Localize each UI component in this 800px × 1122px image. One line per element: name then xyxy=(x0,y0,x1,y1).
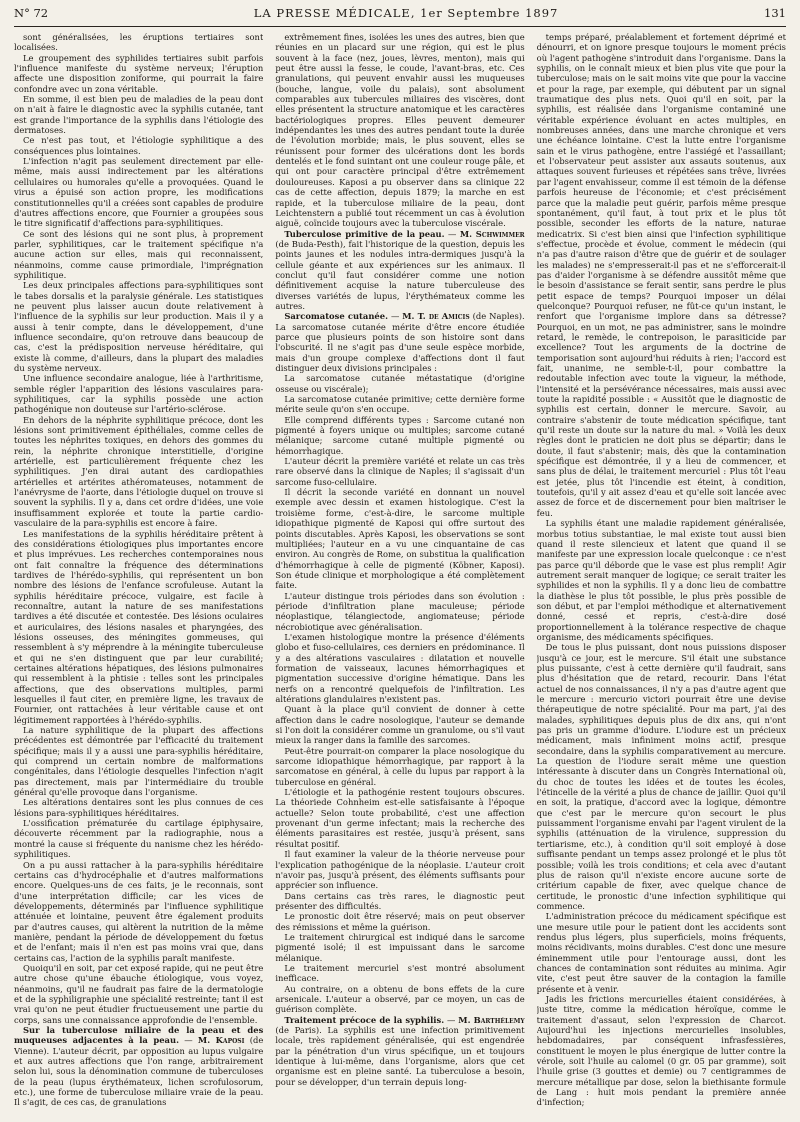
page-header xyxy=(14,6,786,24)
paragraph xyxy=(275,891,524,912)
paragraph-text: L'infection n'agit pas seulement directement par elle-même, mais aussi indirectement par les altérations cellulaires ou humorales qu'elle a provoquées. Quand le virus a épuisé son action propre, les modifications constitutionnelles qu'il a créées sont capables de produire d'autres affections encore, que Fournier a groupées sous le titre significatif d'affections para-syphilitiques. xyxy=(14,156,264,229)
paragraph-text: Jadis les frictions mercurielles étaient considérées, à juste titre, comme la médication héroïque, comme le traitement d'assaut, selon l'expression de Charcot. Aujourd'hui les injections mercurielles insolubles, hebdomadaires, par conséquent infrasfessières, constituent le moyen le plus énergique de lutter contre la vérole, soit l'huile au calomel (0 gr. 05 par gramme), soit l'huile grise (3 gouttes et demie) ou 7 centigrammes de mercure métallique par dose, selon la biethisante formule de Lang : huit mois pendant la première année d'infection; xyxy=(536,993,786,1108)
paragraph xyxy=(14,373,263,414)
article-columns xyxy=(14,32,786,1114)
paragraph xyxy=(14,280,263,373)
paragraph-text: Ce n'est pas tout, et l'étiologie syphilitique a des conséquences plus lointaines. xyxy=(14,135,264,156)
section-author: M. T. de Amicis xyxy=(402,311,470,322)
paragraph-text: L'examen histologique montre la présence d'éléments globo et fuso-cellulaires, ces derniers en prédominance. Il y a des altérations vasculaires : dilatation et nouvelle formation de vaisseaux, lacunes hémorrhagiques et pigmentation successive d'origine hématique. Dans les nerfs on a rencontré quelquefois de l'infiltration. Les altérations glandulaires n'existent pas. xyxy=(275,631,525,704)
paragraph xyxy=(275,487,524,590)
paragraph-text: La sarcomatose cutanée métastatique (d'origine osseuse ou viscérale); xyxy=(275,373,525,394)
header-rule xyxy=(14,26,786,27)
paragraph-text: temps préparé, préalablement et fortement déprimé et dénourri, et on ignore presque toujours le moment précis où l'agent pathogène s'introduit dans l'organisme. Dans la syphilis, on le connaît mieux et bien plus vite que pour la tuberculose; mais on le sait moins vite que pour la vaccine et pour la rage, par exemple, qui débutent par un signal traumatique des plus nets. Quoi qu'il en soit, par la syphilis, est réalisée dans l'organisme contaminé une véritable expérience évoluant en actes multiples, en nombreuses années, dans une marche chronique et vers une échéance lointaine. C'est la lutte entre l'organisme sain et le virus pathogène, entre l'assiégé et l'assaillant; et l'observateur peut assister aux assauts soutenus, aux attaques souvent furieuses et répétées sans trêve, livrées par l'agent envahisseur, comme il est témoin de la défense parfois heureuse de l'économie; et c'est précisément parce que la maladie peut guérir, parfois même presque spontanément, qu'il faut, à tout prix et le plus tôt possible, seconder les efforts de la nature, naturae medicatrix. Si c'est bien ainsi que l'infection syphilitique s'effectue, procède et évolue, comment le médecin (qui n'a pas d'autre raison d'être que de guérir et de soulager les malades) ne s'empresserait-il pas et ne s'efforcerait-il pas d'aider l'organisme à se défendre aussitôt même que le besoin d'assistance se ferait sentir, sans perdre le plus petit espace de temps? Pourquoi imposer un délai quelconque? Pourquoi refuser, ne fût-ce qu'un instant, le renfort que l'organisme implore dans sa détresse? Pourquoi, en un mot, ne pas administrer, sans le moindre retard, le remède, le contrepoison, le parasiticide par excellence? Tout les arguments de la doctrine de temporisation sont aujourd'hui réduits à rien; l'accord est fait, unanime, ne semble-t-il, pour combattre la redoutable infection avec toute la vigueur, la méthode, l'intensité et la persévérance nécessaires, mais aussi avec toute la rapidité possible : « Aussitôt que le diagnostic de syphilis est certain, donner le mercure. Savoir, au contraire s'abstenir de toute médication spécifique, tant qu'il reste un doute sur la nature du mal. » Voilà les deux règles dont le praticien ne doit plus se départir; dans le doute, il faut s'abstenir; mais, dès que la contamination spécifique est démontrée, il y a lieu de commencer, et sans plus de délai, le traitement mercuriel : Plus tôt l'eau est jetée, plus tôt l'incendie est éteint, à condition, toutefois, qu'il y ait assez d'eau et qu'elle soit lancée avec assez de force et de discernement pour bien maîtriser le feu. xyxy=(536,32,786,518)
paragraph xyxy=(275,984,524,1015)
paragraph xyxy=(14,53,263,94)
paragraph-text: (de Paris). La syphilis est une infection primitivement locale, très rapidement généralisée, qui est engendrée par la pénétration d'un virus spécifique, un et toujours identique à lui-même, dans l'organisme, alors que cet organisme est en pleine santé. La tuberculose a besoin, pour se développer, d'un terrain depuis long- xyxy=(275,1025,525,1087)
paragraph-text: Le traitement chirurgical est indiqué dans le sarcome pigmenté isolé; il est impuissant dans le sarcome mélanique. xyxy=(275,931,525,963)
paragraph-text: Au contraire, on a obtenu de bons effets de la cure arsenicale. L'auteur a observé, par ce moyen, un cas de guérison complète. xyxy=(275,983,525,1015)
paragraph xyxy=(14,415,263,529)
paragraph xyxy=(275,591,524,632)
paragraph: Sur la tuberculose miliaire de la peau et des muqueuses adjacentes à la peau. — M. Kaposi (de Vienne). L'auteur décrit, par opposition au lupus vulgaire et aux autres affections que l'on range, arbitrairement selon lui, sous la dénomination commune de tuberculoses de la peau (lupus érythémateux, lichen scrofulosorum, etc.), une forme de tuberculose miliaire vraie de la peau. Il s'agit, de ces cas, de granulations xyxy=(14,1025,264,1108)
paragraph-text: Il faut examiner la valeur de la théorie nerveuse pour l'explication pathogénique de la néoplasie. L'auteur croit n'avoir pas, jusqu'à présent, des éléments suffisants pour apprécier son influence. xyxy=(275,849,525,891)
paragraph-text: (de Naples). La sarcomatose cutanée mérite d'être encore étudiée parce que plusieurs points de son histoire sont dans l'obscurité. Il ne s'agit pas d'une seule espèce morbide, mais d'un groupe complexe d'affections dont il faut distinguer deux divisions principales : xyxy=(275,311,525,373)
paragraph xyxy=(537,642,786,911)
paragraph xyxy=(14,135,263,156)
publication-title: LA PRESSE MÉDICALE, 1er Septembre 1897 xyxy=(253,6,559,20)
paragraph xyxy=(14,818,263,859)
paragraph-text: En dehors de la néphrite syphilitique précoce, dont les lésions sont primitivement épithéliales, comme celles de toutes les néphrites toxiques, en dehors des gommes du rein, la néphrite chronique interstitielle, d'origine artérielle, est particulièrement fréquente chez les syphilitiques. J'en dirai autant des cardiopathies artérielles et artérites athéromateuses, notamment de l'anévrysme de l'aorte, dans l'étiologie duquel on trouve si souvent la syphilis. Il y a, dans cet ordre d'idées, une voie insuffisamment explorée et toute la partie cardio-vasculaire de la para-syphilis est encore à faire. xyxy=(14,414,264,529)
paragraph-text: Il décrit la seconde variété en donnant un nouvel exemple avec dessin et examen histologique. C'est la troisième forme, c'est-à-dire, le sarcome multiple idiopathique pigmenté de Kaposi qui offre surtout des points discutables. Après Kaposi, les observations se sont multipliées; l'auteur en a vu une cinquantaine de cas environ. Au congrès de Rome, on substitua la qualification d'hémorrhagique à celle de pigmenté (Köbner, Kaposi). Son étude clinique et morphologique a été complètement faite. xyxy=(275,487,525,591)
paragraph-text: (de Buda-Pesth), fait l'historique de la question, depuis les points jaunes et les nodules intra-dermiques jusqu'à la cellule géante et aux expériences sur les animaux. Il conclut qu'il faut considérer comme une notion définitivement acquise la nature tuberculeuse des diverses variétés de lupus, l'érythémateux comme les autres. xyxy=(275,238,525,311)
paragraph xyxy=(14,32,263,53)
column-3 xyxy=(537,32,786,1114)
paragraph-text: Quoiqu'il en soit, par cet exposé rapide, qui ne peut être autre chose qu'une ébauche étiologique, vous voyez, néanmoins, qu'il ne faudrait pas faire de la dermatologie et de la syphiligraphie une spécialité restreinte; tant il est vrai qu'on ne peut étudier fructueusement une partie du corps, sans une connaissance approfondie de l'ensemble. xyxy=(14,962,264,1025)
paragraph-text: Elle comprend différents types : Sarcome cutané non pigmenté à foyers unique ou multiples; sarcome cutané mélanique; sarcome cutané multiple pigmenté ou hémorrhagique. xyxy=(275,414,525,456)
paragraph: Traitement précoce de la syphilis. — M. Barthélemy (de Paris). La syphilis est une infection primitivement locale, très rapidement généralisée, qui est engendrée par la pénétration d'un virus spécifique, un et toujours identique à lui-même, dans l'organisme, alors que cet organisme est en pleine santé. La tuberculose a besoin, pour se développer, d'un terrain depuis long- xyxy=(275,1014,525,1087)
paragraph xyxy=(537,911,786,994)
paragraph xyxy=(275,932,524,963)
paragraph-text: L'auteur distingue trois périodes dans son évolution : période d'infiltration plane maculeuse; période néoplastique, télangiectode, angiomateuse; période nécrobiotique avec généralisation. xyxy=(275,590,525,632)
paragraph-text: Peut-être pourrait-on comparer la place nosologique du sarcome idiopathique hémorrhagique, par rapport à la sarcomatose en général, à celle du lupus par rapport à la tuberculose en général. xyxy=(275,745,525,787)
paragraph-text: Les manifestations de la syphilis héréditaire prêtent à des considérations étiologiques plus importantes encore et plus imprévues. Les recherches contemporaines nous ont fait connaître la fréquence des déterminations tardives de l'hérédo-syphilis, qui représentent un bon nombre des lésions de l'enfance scrofuleuse. Autant la syphilis héréditaire précoce, vulgaire, est facile à reconnaître, autant la nature de ses manifestations tardives a été discutée et contestée. Des lésions oculaires et auriculaires, des lésions nasales et pharyngées, des lésions osseuses, des méningites gommeuses, qui ressemblent à s'y méprendre à la méningite tuberculeuse et qui ne s'en distinguent que par leur curabilité; certaines altérations hépatiques, des lésions pulmonaires qui ressemblent à la phtisie : telles sont les principales affections, que des observations multiples, parmi lesquelles il faut citer, en première ligne, les travaux de Fournier, ont rattachées à leur véritable cause et ont légitimement rapportées à l'hérédo-syphilis. xyxy=(14,528,264,725)
paragraph xyxy=(537,994,786,1108)
section-title: Traitement précoce de la syphilis. xyxy=(284,1014,445,1025)
section-title: Sarcomatose cutanée. xyxy=(284,311,389,322)
paragraph-text: extrêmement fines, isolées les unes des autres, bien que réunies en un placard sur une région, qui est le plus souvent à la face (nez, joues, lèvres, menton), mais qui peut être aussi la fesse, le coude, l'avant-bras, etc. Ces granulations, qui peuvent envahir aussi les muqueuses (bouche, langue, voile du palais), sont absolument comparables aux tubercules miliaires des viscères, dont elles présentent la structure anatomique et les caractères bactériologiques propres. Elles peuvent demeurer indépendantes les unes des autres pendant toute la durée de l'évolution morbide; mais, le plus souvent, elles se réunissent pour former des ulcérations dont les bords dentelés et le fond suintant ont une couleur rouge pâle, et qui ont pour caractère principal d'être extrêmement douloureuses. Kaposi a pu observer dans sa clinique 22 cas de cette affection, depuis 1879; la marche en est rapide, et la tuberculose miliaire de la peau, dont Leichtenstern a publié tout récemment un cas à évolution aiguë, coïncide toujours avec la tuberculose viscérale. xyxy=(275,32,525,229)
paragraph xyxy=(14,529,263,726)
paragraph xyxy=(275,394,524,415)
column-2 xyxy=(275,32,524,1114)
paragraph-text: Le groupement des syphilides tertiaires subit parfois l'influence manifeste du système nerveux; l'éruption affecte une disposition zoniforme, qui pourrait la faire confondre avec un zona véritable. xyxy=(14,52,264,94)
paragraph-text: Une influence secondaire analogue, liée à l'arthritisme, semble régler l'apparition des lésions vasculaires para-syphilitiques, car la syphilis possède une action pathogénique non douteuse sur l'artério-sclérose. xyxy=(14,373,264,415)
paragraph xyxy=(275,746,524,787)
paragraph xyxy=(275,632,524,704)
paragraph-text: L'étiologie et la pathogénie restent toujours obscures. La théoriede Cohnheim est-elle satisfaisante à l'époque actuelle? Selon toute probabilité, c'est une affection provenant d'un germe infectant; mais la recherche des éléments parasitaires est restée, jusqu'à présent, sans résultat positif. xyxy=(275,787,525,849)
section-title: Tuberculose primitive de la peau. xyxy=(284,228,445,239)
paragraph-text: L'administration précoce du médicament spécifique est une mesure utile pour le patient dont les accidents sont rendus plus légers, plus superficiels, moins fréquents, moins récidivants, moins durables. C'est donc une mesure éminemment utile pour l'entourage aussi, dont les chances de contamination sont réduites au minima. Agir vite, c'est peut être sauver de la contagion la famille présente et à venir. xyxy=(536,911,786,994)
paragraph: Sarcomatose cutanée. — M. T. de Amicis (de Naples). La sarcomatose cutanée mérite d'être encore étudiée parce que plusieurs points de son histoire sont dans l'obscurité. Il ne s'agit pas d'une seule espèce morbide, mais d'un groupe complexe d'affections dont il faut distinguer deux divisions principales : xyxy=(275,311,525,373)
paragraph-text: Les deux principales affections para-syphilitiques sont le tabes dorsalis et la paralysie générale. Les statistiques ne peuvent plus laisser aucun doute relativement à l'influence de la syphilis sur leur production. Mais il y a aussi à tenir compte, dans le développement, d'une influence secondaire, qu'on retrouve dans beaucoup de cas, c'est la prédisposition nerveuse héréditaire, qui existe là comme, d'ailleurs, dans la plupart des maladies du système nerveux. xyxy=(14,280,264,373)
paragraph-text: La sarcomatose cutanée primitive; cette dernière forme mérite seule qu'on s'en occupe. xyxy=(275,394,525,415)
section-author: M. Kaposi xyxy=(197,1035,245,1046)
paragraph xyxy=(14,860,263,963)
paragraph xyxy=(14,156,263,228)
paragraph xyxy=(275,415,524,456)
column-1 xyxy=(14,32,263,1114)
issue-number: N° 72 xyxy=(14,6,49,20)
paragraph xyxy=(14,725,263,797)
paragraph-text: Le traitement mercuriel s'est montré absolument inefficace. xyxy=(275,962,525,984)
paragraph-text: Le pronostic doit être réservé; mais on peut observer des rémissions et même la guérison. xyxy=(275,911,525,932)
paragraph-text: Dans certains cas très rares, le diagnostic peut présenter des difficultés. xyxy=(275,890,525,911)
paragraph xyxy=(275,32,524,229)
paragraph xyxy=(14,94,263,135)
paragraph-text: La nature syphilitique de la plupart des affections précédentes est démontrée par l'efficacité du traitement spécifique; mais il y a aussi une para-syphilis héréditaire, qui comprend un certain nombre de malformations congénitales, dans l'étiologie desquelles l'infection n'agit pas directement, mais par l'intermédiaire du trouble général qu'elle provoque dans l'organisme. xyxy=(14,725,264,798)
paragraph-text: L'ossification prématurée du cartilage épiphysaire, découverte récemment par la radiographie, nous a montré la cause si fréquente du nanisme chez les hérédo-syphilitiques. xyxy=(14,818,264,860)
paragraph xyxy=(275,963,524,984)
paragraph xyxy=(275,787,524,849)
paragraph-text: (de Vienne). L'auteur décrit, par opposition au lupus vulgaire et aux autres affections que l'on range, arbitrairement selon lui, sous la dénomination commune de tuberculoses de la peau (lupus érythémateux, lichen scrofulosorum, etc.), une forme de tuberculose miliaire vraie de la peau. Il s'agit, de ces cas, de granulations xyxy=(14,1035,264,1108)
paragraph xyxy=(537,518,786,642)
section-title: Sur la tuberculose miliaire de la peau et des muqueuses adjacentes à la peau. xyxy=(14,1025,264,1046)
section-author: M. Schwimmer xyxy=(459,228,525,239)
paragraph xyxy=(275,373,524,394)
paragraph-text: En somme, il est bien peu de maladies de la peau dont on n'ait à faire le diagnostic avec la syphilis cutanée, tant est grande l'importance de la syphilis dans l'étiologie des dermatoses. xyxy=(14,94,264,136)
paragraph xyxy=(275,704,524,745)
paragraph-text: La syphilis étant une maladie rapidement généralisée, morbus totius substantiae, le mal existe tout aussi bien quand il reste silencieux et latent que quand il se manifeste par une expression locale quelconque : ce n'est pas parce qu'il déborde que le vase est plus rempli! Agir autrement serait manquer de logique; ce serait traiter les syphilides et non la syphilis. Il y a donc lieu de combattre la diathèse le plus tôt possible, le plus près possible de son début, et par l'emploi méthodique et alternativement donné, cessé et repris, c'est-à-dire dosé proportionnellement à la tolérance respective de chaque organisme, des médicaments spécifiques. xyxy=(536,518,786,642)
paragraph-text: Ce sont des lésions qui ne sont plus, à proprement parler, syphilitiques, car le traitement spécifique n'a aucune action sur elles, mais qui reconnaissent, néanmoins, comme cause primordiale, l'imprégnation syphilitique. xyxy=(14,228,264,280)
paragraph-text: Les altérations dentaires sont les plus connues de ces lésions para-syphilitiques héréditaires. xyxy=(14,797,264,818)
page-number: 131 xyxy=(764,6,786,20)
paragraph xyxy=(275,456,524,487)
paragraph xyxy=(14,797,263,818)
paragraph: Tuberculose primitive de la peau. — M. Schwimmer (de Buda-Pesth), fait l'historique de la question, depuis les points jaunes et les nodules intra-dermiques jusqu'à la cellule géante et aux expériences sur les animaux. Il conclut qu'il faut considérer comme une notion définitivement acquise la nature tuberculeuse des diverses variétés de lupus, l'érythémateux comme les autres. xyxy=(275,228,525,311)
paragraph xyxy=(14,963,263,1025)
paragraph-text: Quant à la place qu'il convient de donner à cette affection dans le cadre nosologique, l'auteur se demande si l'on doit la considérer comme un granulome, ou s'il vaut mieux la ranger dans la famille des sarcomes. xyxy=(275,704,525,746)
paragraph xyxy=(275,911,524,932)
section-author: M. Barthélemy xyxy=(458,1014,525,1025)
paragraph xyxy=(14,229,263,281)
paragraph xyxy=(537,32,786,518)
paragraph-text: On a pu aussi rattacher à la para-syphilis héréditaire certains cas d'hydrocéphalie et d'autres malformations encore. Quelques-uns de ces faits, je le reconnais, sont d'une interprétation difficile; car les vices de développements, déterminés par l'influence syphilitique atténuée et lointaine, peuvent être également produits par d'autres causes, qui altèrent la nutrition de la même manière, pendant la période de développement du fœtus et de l'enfant; mais il n'en est pas moins vrai que, dans certains cas, l'action de la syphilis paraît manifeste. xyxy=(14,859,264,963)
paragraph-text: sont généralisées, les éruptions tertiaires sont localisées. xyxy=(14,32,264,53)
paragraph xyxy=(275,849,524,890)
paragraph-text: De tous le plus puissant, dont nous puissions disposer jusqu'à ce jour, est le mercure. S'il était une substance plus puissante, c'est à cette dernière qu'il faudrait, sans plus d'hésitation que de retard, recourir. Dans l'état actuel de nos connaissances, il n'y a pas d'autre agent que le mercure : mercurio victori pourrait être une devise thérapeutique de notre spécialité. Pour ma part, j'ai des malades, syphilitiques depuis plus de dix ans, qui n'ont pas pris un gramme d'iodure. L'iodure est un précieux médicament, mais infiniment moins actif, presque secondaire, dans la syphilis comparativement au mercure. La question de l'iodure serait même une question intéressante à discuter dans un Congrès International où, du choc de toutes les idées et de toutes les écoles, l'étincelle de la vérité a plus de chance de jaillir. Quoi qu'il en soit, la pratique, d'accord avec la logique, démontre que c'est par le mercure qu'on secourt le plus puissamment l'organisme envahi par l'agent virulent de la syphilis (atténuation de la virulence, suppression du tertiarisme, etc.), à condition qu'il soit employé à dose suffisante pendant un temps assez prolongé et le plus tôt possible; voilà les trois conditions; et cela avec d'autant plus de raison qu'il n'existe encore aucune sorte de critérium capable de fixer, avec quelque chance de certitude, le pronostic d'une infection syphilitique qui commence. xyxy=(536,642,786,911)
paragraph-text: L'auteur décrit la première variété et relate un cas très rare observé dans la clinique de Naples; il s'agissait d'un sarcome fuso-cellulaire. xyxy=(275,456,525,487)
